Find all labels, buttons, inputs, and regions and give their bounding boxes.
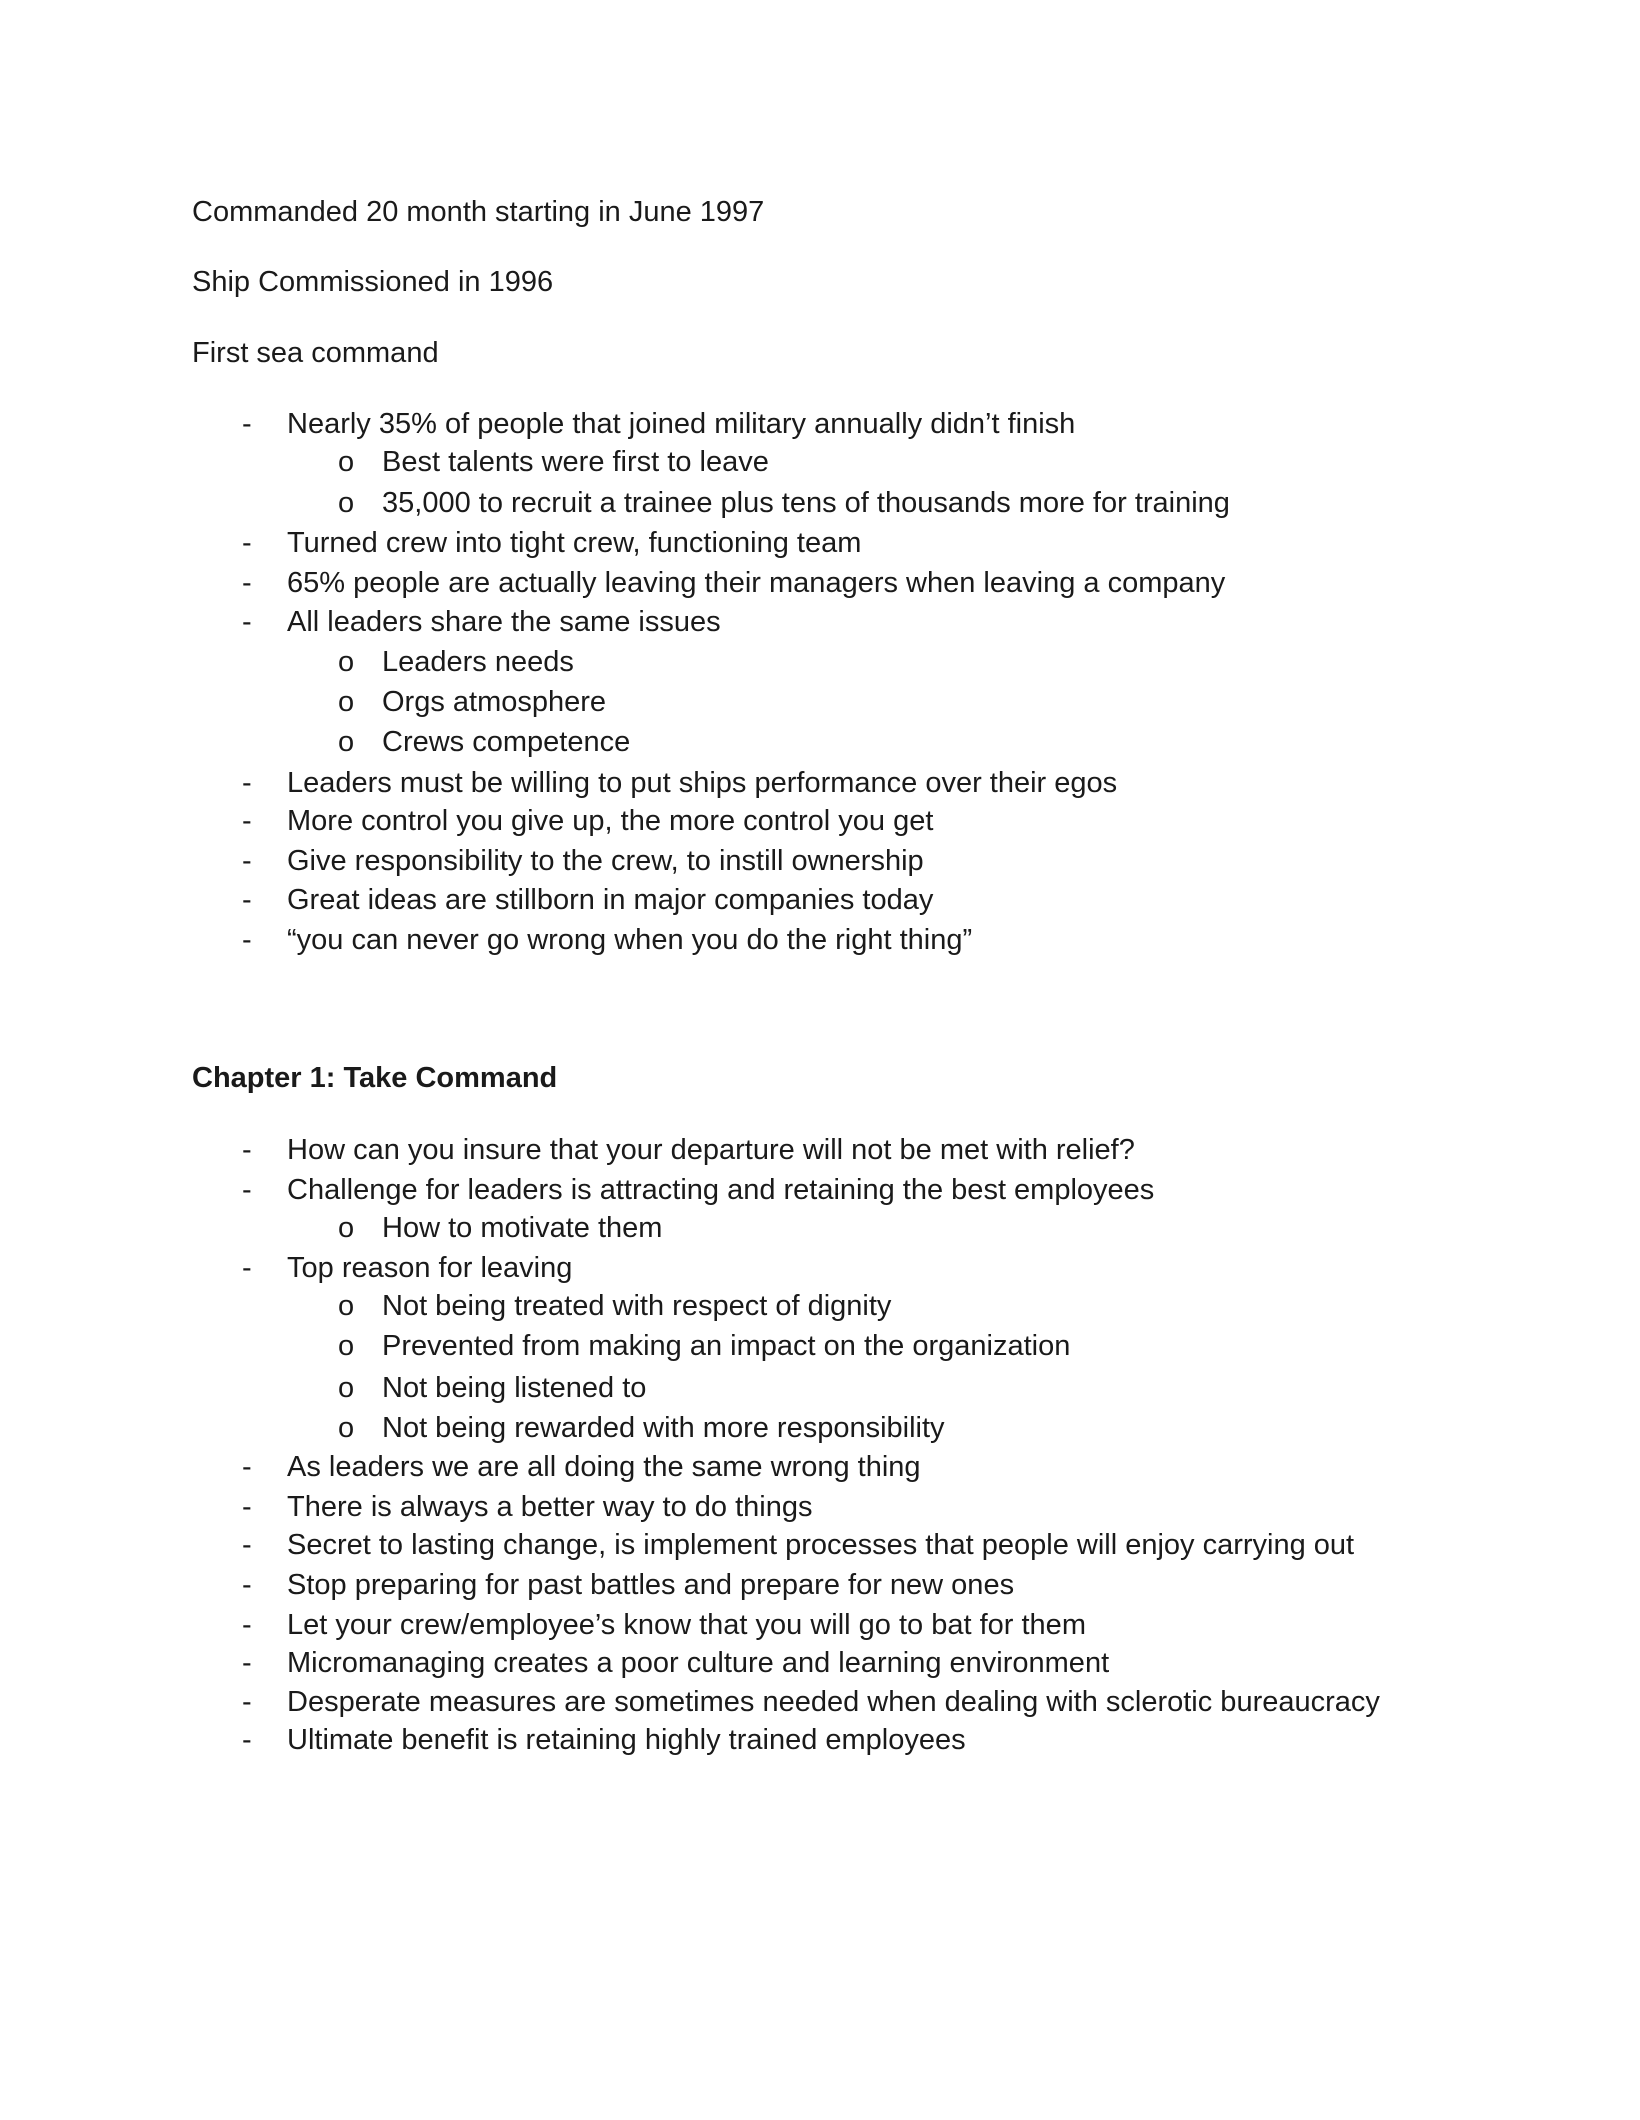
dash-bullet-marker: - <box>242 1134 252 1166</box>
circle-bullet-marker: o <box>338 1212 355 1244</box>
list-item <box>0 1453 1640 1493</box>
list-item <box>0 886 1640 926</box>
circle-bullet-marker: o <box>338 487 355 519</box>
list-item-text: 35,000 to recruit a trainee plus tens of thousands more for training <box>382 487 1230 519</box>
dash-bullet-marker: - <box>242 1451 252 1483</box>
sub-list-item <box>0 1414 1640 1453</box>
dash-bullet-marker: - <box>242 606 252 638</box>
dash-bullet-marker: - <box>242 1569 252 1601</box>
list-item <box>0 1611 1640 1649</box>
list-item <box>0 1176 1640 1214</box>
sub-list-item <box>0 489 1640 529</box>
dash-bullet-marker: - <box>242 567 252 599</box>
list-item-text: 65% people are actually leaving their managers when leaving a company <box>287 567 1226 599</box>
list-item <box>0 410 1640 448</box>
list-item-text: Best talents were first to leave <box>382 446 769 478</box>
list-item <box>0 807 1640 847</box>
list-item-text: Let your crew/employee’s know that you will go to bat for them <box>287 1609 1086 1641</box>
dash-bullet-marker: - <box>242 1609 252 1641</box>
dash-bullet-marker: - <box>242 1252 252 1284</box>
list-item <box>0 569 1640 608</box>
list-item-text: Stop preparing for past battles and prepare for new ones <box>287 1569 1015 1601</box>
intro-line-command-period: Commanded 20 month starting in June 1997 <box>192 196 765 228</box>
list-item-text: Prevented from making an impact on the organization <box>382 1330 1071 1362</box>
list-item-text: Not being treated with respect of dignity <box>382 1290 892 1322</box>
list-item-text: As leaders we are all doing the same wrong thing <box>287 1451 921 1483</box>
list-item <box>0 1136 1640 1176</box>
list-item-text: Leaders must be willing to put ships performance over their egos <box>287 767 1118 799</box>
circle-bullet-marker: o <box>338 726 355 758</box>
list-item-text: Leaders needs <box>382 646 574 678</box>
list-item <box>0 847 1640 886</box>
list-item <box>0 608 1640 648</box>
list-item-text: How can you insure that your departure will not be met with relief? <box>287 1134 1135 1166</box>
list-item-text: There is always a better way to do things <box>287 1491 813 1523</box>
list-item <box>0 926 1640 966</box>
list-item <box>0 529 1640 569</box>
list-item <box>0 1571 1640 1611</box>
list-item <box>0 1493 1640 1531</box>
dash-bullet-marker: - <box>242 845 252 877</box>
list-item-text: “you can never go wrong when you do the right thing” <box>287 924 973 956</box>
list-item-text: Desperate measures are sometimes needed when dealing with sclerotic bureaucracy <box>287 1686 1380 1718</box>
list-item-text: All leaders share the same issues <box>287 606 721 638</box>
dash-bullet-marker: - <box>242 1174 252 1206</box>
sub-list-item <box>0 1214 1640 1254</box>
sub-list-item <box>0 1292 1640 1332</box>
list-item-text: Challenge for leaders is attracting and retaining the best employees <box>287 1174 1155 1206</box>
sub-list-item <box>0 688 1640 728</box>
circle-bullet-marker: o <box>338 1290 355 1322</box>
circle-bullet-marker: o <box>338 1372 355 1404</box>
intro-bullet-list <box>0 410 1640 966</box>
list-item-text: Turned crew into tight crew, functioning team <box>287 527 862 559</box>
dash-bullet-marker: - <box>242 924 252 956</box>
list-item-text: Give responsibility to the crew, to instill ownership <box>287 845 924 877</box>
list-item-text: How to motivate them <box>382 1212 663 1244</box>
list-item-text: More control you give up, the more control you get <box>287 805 934 837</box>
dash-bullet-marker: - <box>242 1724 252 1756</box>
dash-bullet-marker: - <box>242 1647 252 1679</box>
list-item <box>0 1688 1640 1726</box>
sub-list-item <box>0 1332 1640 1374</box>
dash-bullet-marker: - <box>242 1529 252 1561</box>
circle-bullet-marker: o <box>338 686 355 718</box>
sub-list-item <box>0 728 1640 769</box>
circle-bullet-marker: o <box>338 646 355 678</box>
list-item-text: Micromanaging creates a poor culture and learning environment <box>287 1647 1110 1679</box>
dash-bullet-marker: - <box>242 767 252 799</box>
list-item-text: Not being rewarded with more responsibility <box>382 1412 945 1444</box>
list-item-text: Crews competence <box>382 726 631 758</box>
dash-bullet-marker: - <box>242 884 252 916</box>
list-item-text: Top reason for leaving <box>287 1252 573 1284</box>
list-item <box>0 1649 1640 1688</box>
sub-list-item <box>0 1374 1640 1414</box>
sub-list-item <box>0 448 1640 489</box>
circle-bullet-marker: o <box>338 446 355 478</box>
intro-line-first-sea-command: First sea command <box>192 337 439 369</box>
list-item <box>0 769 1640 807</box>
list-item <box>0 1254 1640 1292</box>
list-item <box>0 1531 1640 1571</box>
dash-bullet-marker: - <box>242 1686 252 1718</box>
list-item-text: Orgs atmosphere <box>382 686 607 718</box>
dash-bullet-marker: - <box>242 805 252 837</box>
list-item-text: Great ideas are stillborn in major companies today <box>287 884 934 916</box>
dash-bullet-marker: - <box>242 408 252 440</box>
chapter-1-heading: Chapter 1: Take Command <box>192 1062 558 1094</box>
circle-bullet-marker: o <box>338 1412 355 1444</box>
list-item-text: Ultimate benefit is retaining highly trained employees <box>287 1724 966 1756</box>
list-item <box>0 1726 1640 1766</box>
list-item-text: Secret to lasting change, is implement processes that people will enjoy carrying out <box>287 1529 1355 1561</box>
circle-bullet-marker: o <box>338 1330 355 1362</box>
dash-bullet-marker: - <box>242 527 252 559</box>
list-item-text: Not being listened to <box>382 1372 647 1404</box>
list-item-text: Nearly 35% of people that joined military annually didn’t finish <box>287 408 1076 440</box>
intro-line-ship-commissioned: Ship Commissioned in 1996 <box>192 266 554 298</box>
chapter-1-bullet-list <box>0 1136 1640 1766</box>
sub-list-item <box>0 648 1640 688</box>
dash-bullet-marker: - <box>242 1491 252 1523</box>
